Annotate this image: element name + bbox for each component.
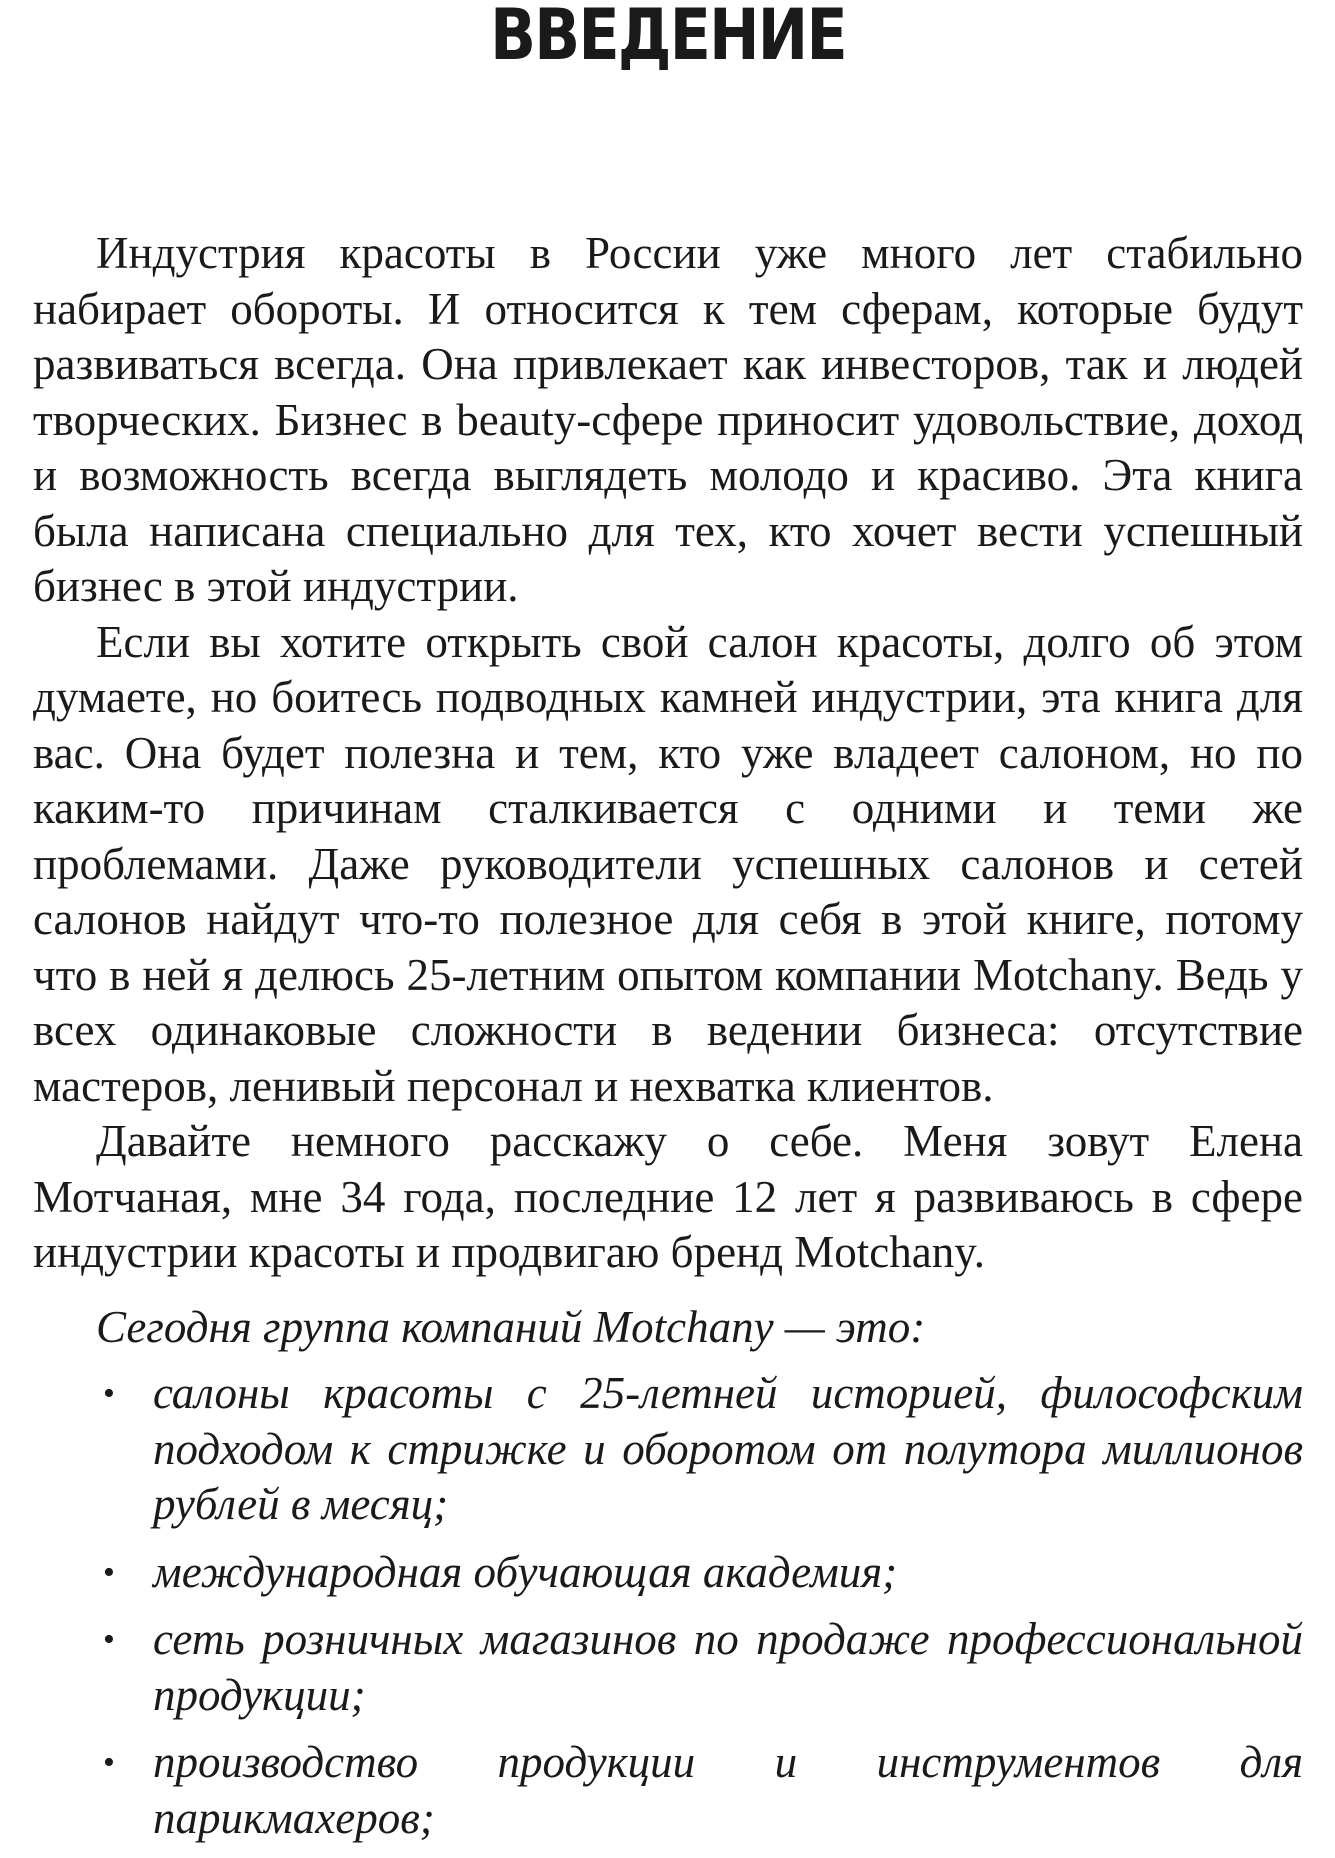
chapter-title: ВВЕДЕНИЕ <box>490 0 846 76</box>
list-item-text: салоны красоты с 25-летней историей, философским подходом к стрижке и оборотом от полутора миллионов рублей в месяц; <box>153 1368 1303 1529</box>
body-text <box>33 226 1303 1281</box>
list-intro: Сегодня группа компаний Motchany — это: <box>96 1302 926 1352</box>
list-item <box>33 1735 1303 1846</box>
bullet-icon: • <box>103 1375 115 1412</box>
bullet-icon: • <box>103 1744 115 1781</box>
list-item-text: производство продукции и инструментов для парикмахеров; <box>153 1737 1303 1843</box>
paragraph: Индустрия красоты в России уже много лет стабильно набирает обороты. И относится к тем сферам, которые будут развиваться всегда. Она привлекает как инвесторов, так и людей творческих. Бизнес в beauty-сфере приносит удовольствие, доход и возможность всегда выглядеть молодо и красиво. Эта книга была написана специально для тех, кто хочет вести успешный бизнес в этой индустрии. <box>33 228 1303 611</box>
list-item <box>33 1545 1303 1601</box>
list-item-text: международная обучающая академия; <box>153 1546 898 1597</box>
list-item <box>33 1612 1303 1723</box>
list-item-text: сеть розничных магазинов по продаже профессиональной продукции; <box>153 1614 1303 1720</box>
paragraph: Давайте немного расскажу о себе. Меня зовут Елена Мотчаная, мне 34 года, последние 12 лет я развиваюсь в сфере индустрии красоты и продвигаю бренд Motchany. <box>33 1116 1303 1277</box>
bullet-icon: • <box>103 1553 115 1591</box>
list-item <box>33 1366 1303 1533</box>
paragraph: Если вы хотите открыть свой салон красоты, долго об этом думаете, но боитесь подводных камней индустрии, эта книга для вас. Она будет полезна и тем, кто уже владеет салоном, но по каким-то причинам сталкивается с одними и теми же проблемами. Даже руководители успешных салонов и сетей салонов найдут что-то полезное для себя в этой книге, потому что в ней я делюсь 25-летним опытом компании Motchany. Ведь у всех одинаковые сложности в ведении бизнеса: отсутствие мастеров, ленивый персонал и нехватка клиентов. <box>33 616 1303 1111</box>
company-list <box>33 1366 1303 1858</box>
bullet-icon: • <box>103 1621 115 1658</box>
